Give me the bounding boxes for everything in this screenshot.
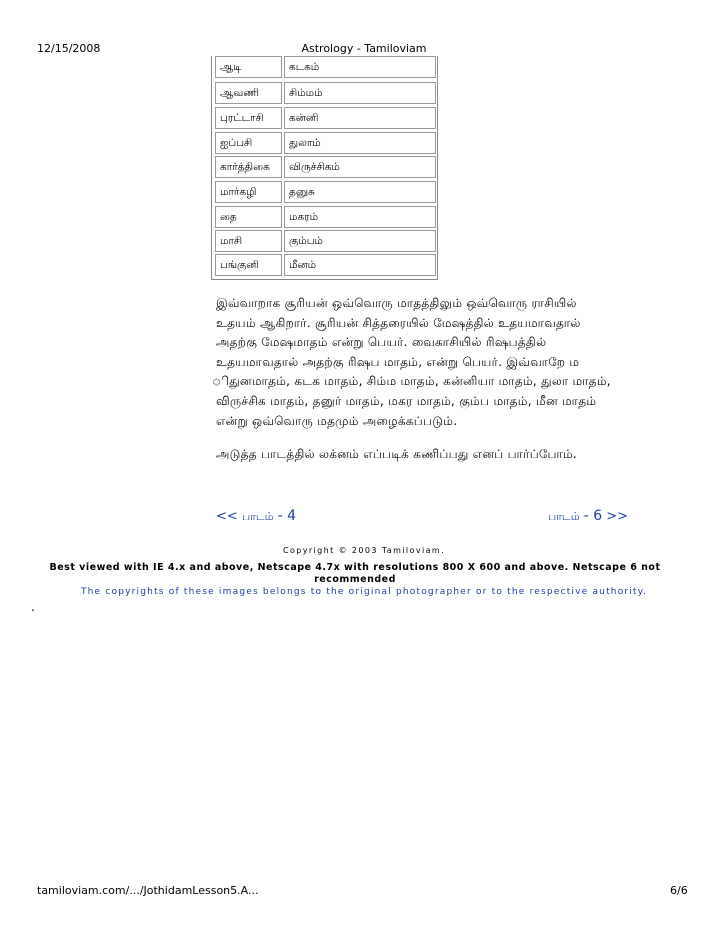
month-cell: ஆடி [215,56,282,78]
month-cell: மார்கழி [215,181,282,203]
prev-arrow: << [216,509,238,524]
paragraph-line: உதயமாவதால் அதற்கு ரிஷப மாதம், என்று பெயர். இவ்வாறே ம [216,354,580,369]
paragraph-line: ிதுனமாதம், கடக மாதம், சிம்ம மாதம், கன்னியா மாதம், துலா மாதம், [212,374,611,389]
month-cell: மாசி [215,230,282,252]
next-lesson-word: பாடம் [548,510,580,523]
paragraph-line: விருச்சிக மாதம், தனுர் மாதம், மகர மாதம், கும்ப மாதம், மீன மாதம் [216,393,597,408]
body-paragraph [212,294,636,431]
month-cell: கார்த்திகை [215,156,282,178]
next-lesson-note: அடுத்த பாடத்தில் லக்னம் எப்படிக் கணிப்பது எனப் பார்ப்போம். [216,447,578,461]
sign-cell: மீனம் [284,254,436,276]
sign-cell: கடகம் [284,56,436,78]
paragraph-line: என்று ஒவ்வொரு மதமும் அழைக்கப்படும். [216,413,458,428]
copyright-text: Copyright © 2003 Tamiloviam. [282,546,446,555]
next-arrow: >> [606,509,629,524]
month-cell: புரட்டாசி [215,107,282,129]
month-cell: ஐப்பசி [215,132,282,154]
sign-cell: தனுசு [284,181,436,203]
sign-cell: விருச்சிகம் [284,156,436,178]
month-cell: தை [215,206,282,228]
print-header-date: 12/15/2008 [37,42,101,55]
prev-lesson-word: பாடம் [241,510,274,523]
paragraph-line: இவ்வாறாக சூரியன் ஒவ்வொரு மாதத்திலும் ஒவ்வொரு ராசியில் [216,296,577,310]
sign-cell: துலாம் [284,132,436,154]
month-cell: ஆவணி [215,82,282,104]
next-lesson-number: - 6 [583,508,603,524]
image-rights-note: The copyrights of these images belongs to the original photographer or to the respective authority. [80,587,648,597]
print-footer-url: tamiloviam.com/.../JothidamLesson5.A... [37,884,259,897]
sign-cell: கன்னி [284,107,436,129]
prev-lesson-number: - 4 [277,508,297,524]
month-sign-table [211,56,438,280]
paragraph-line: அதற்கு மேஷமாதம் என்று பெயர். வைகாசியில் ரிஷபத்தில் [216,335,547,350]
best-viewed-note: Best viewed with IE 4.x and above, Netscape 4.7x with resolutions 800 X 600 and above. Netscape 6 not recommended [49,562,661,585]
sign-cell: மகரம் [284,206,436,228]
sign-cell: சிம்மம் [284,82,436,104]
prev-lesson-link[interactable] [216,508,296,525]
paragraph-line: உதயம் ஆகிறார். சூரியன் சித்தரையில் மேஷத்தில் உதயமாவதால் [216,315,581,330]
print-header-title: Astrology - Tamiloviam [301,42,427,55]
stray-dot: . [31,600,35,614]
sign-cell: கும்பம் [284,230,436,252]
month-cell: பங்குனி [215,254,282,276]
print-footer-page: 6/6 [670,884,688,897]
next-lesson-link[interactable] [548,508,628,525]
